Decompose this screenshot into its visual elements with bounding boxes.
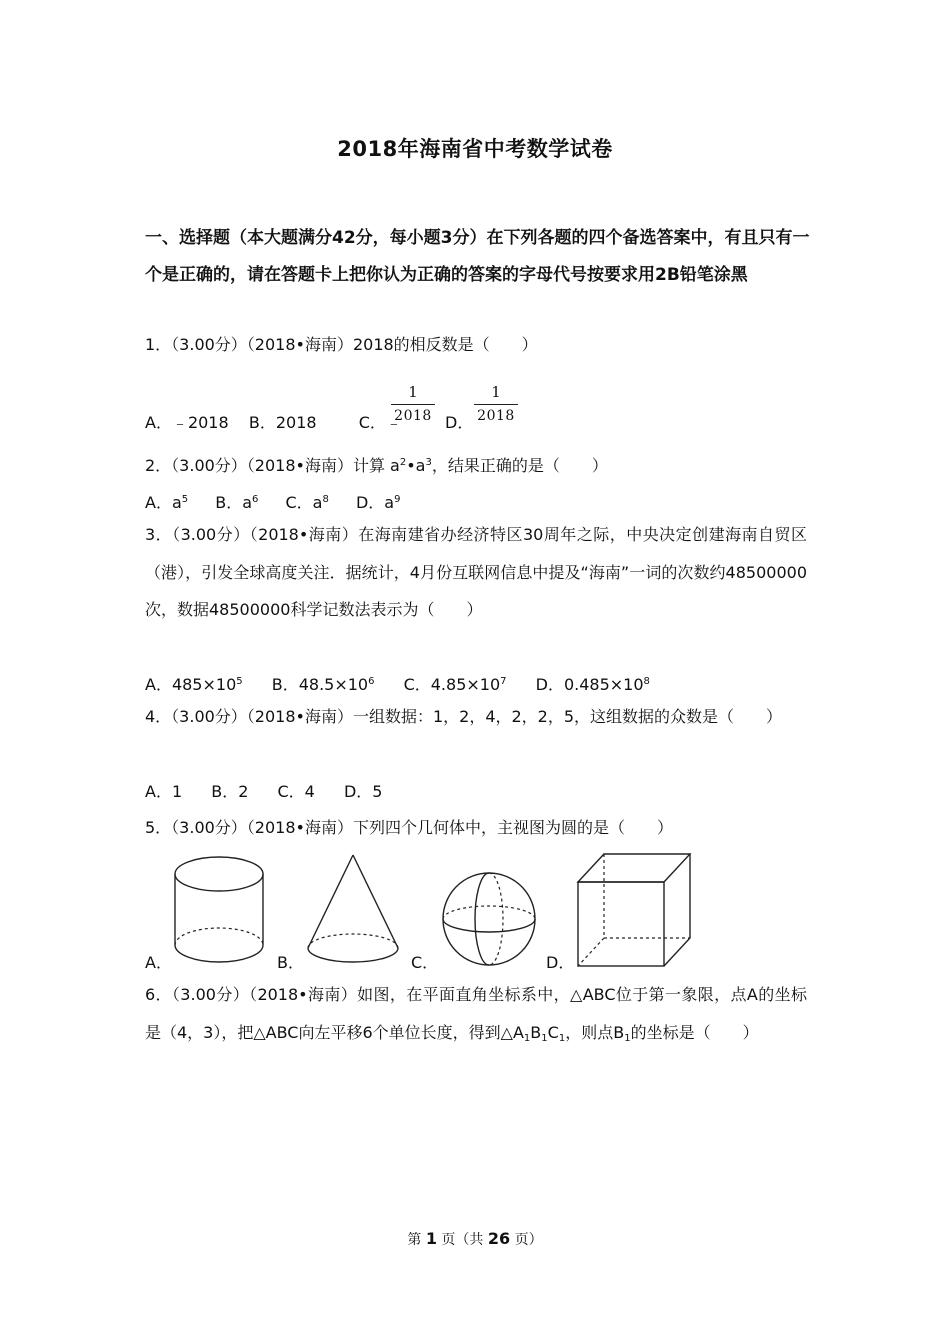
question-2-option-c: C．$a^8$ [285,493,329,512]
question-2-exponent-2: 3 [425,457,432,468]
subscript: 1 [523,1032,531,1044]
question-2-option-a: A．$a^5$ [145,493,189,512]
question-1-option-b: B．2018 [248,413,317,432]
fraction-d-bar [474,404,518,405]
question-6-text-b: ，则点B [565,1022,625,1042]
fraction-c-denominator: 2018 [394,408,432,424]
question-2-stem [145,453,608,476]
footer-text: 第 [407,1232,426,1248]
question-2-exponent-1: 2 [399,457,407,468]
question-4-option-b: B．2 [211,782,249,801]
page-number: 1 [425,1229,437,1248]
question-5-option-b: B． [277,953,304,972]
subscript: 1 [624,1032,631,1044]
fraction-d-numerator: 1 [491,383,501,401]
page-total: 26 [487,1229,511,1248]
fraction-d-denominator: 2018 [477,408,515,424]
question-4-option-d: D．5 [343,782,383,801]
section-heading: 一、选择题（本大题满分42分，每小题3分）在下列各题的四个备选答案中，有且只有一个是正确的，请在答题卡上把你认为正确的答案的字母代号按要求用2B铅笔涂黑 [145,228,810,285]
question-5-stem: 5．（3.00分）（2018•海南）下列四个几何体中，主视图为圆的是（ ） [145,818,673,837]
question-1-option-d: D． [445,413,474,432]
question-6-stem [145,976,807,1051]
footer-text: 页） [510,1232,543,1248]
question-3-option-b: B．$48.5\times 10^6$ [271,675,375,694]
question-2-text-c: ，结果正确的是（ ） [431,456,608,475]
question-4-stem: 4．（3.00分）（2018•海南）一组数据：1，2，4，2，2，5，这组数据的众数是（ ） [145,707,783,726]
question-5-option-c: C． [411,953,439,972]
fraction-c-bar [391,404,435,405]
question-2-option-d: D．$a^9$ [355,493,401,512]
fraction-c-numerator: 1 [408,383,418,401]
page-footer [0,1229,950,1249]
question-6-letter-b: B [530,1022,542,1042]
question-6-text-c: 的坐标是（ ） [630,1022,759,1042]
page-title: 2018年海南省中考数学试卷 [337,137,613,161]
fraction-d [474,382,518,425]
question-3-options [145,672,650,695]
cube-icon [574,850,694,970]
question-1-option-c: C．﹣ [358,413,402,432]
subscript: 1 [558,1032,566,1044]
question-5-option-d: D． [546,953,575,972]
question-4-option-a: A．1 [145,782,183,801]
footer-text: 页（共 [436,1232,488,1248]
cylinder-icon [171,852,267,970]
question-1-options [145,410,402,433]
question-3-option-a: A．$485\times 10^5$ [145,675,243,694]
question-1-stem: 1．（3.00分）（2018•海南）2018的相反数是（ ） [145,335,538,354]
question-2-text-b: •a [406,456,426,475]
question-4-options [145,779,382,802]
cone-icon [303,852,403,970]
question-6-text-a: 6．（3.00分）（2018•海南）如图，在平面直角坐标系中，△ABC位于第一象限，点A的坐标是（4，3），把△ABC向左平移6个单位长度，得到△A [145,985,807,1042]
question-2-options [145,490,400,513]
question-4-option-c: C．4 [277,782,315,801]
question-5-option-a: A． [145,953,172,972]
fraction-c [391,382,435,425]
question-2-option-b: B．$a^6$ [215,493,259,512]
question-3-option-d: D．$0.485\times 10^8$ [535,675,650,694]
question-2-text-a: 2．（3.00分）（2018•海南）计算 a [145,456,400,475]
question-3-option-c: C．$4.85\times 10^7$ [403,675,507,694]
subscript: 1 [541,1032,548,1044]
question-6-letter-c: C [547,1022,559,1042]
question-1-option-a: A．﹣2018 [145,413,229,432]
sphere-icon [440,870,538,968]
question-3-stem: 3．（3.00分）（2018•海南）在海南建省办经济特区30周年之际，中央决定创建海南自贸区（港），引发全球高度关注．据统计，4月份互联网信息中提及“海南”一词的次数约48500000次，数据48500000科学记数法表示为（ ） [145,525,807,619]
